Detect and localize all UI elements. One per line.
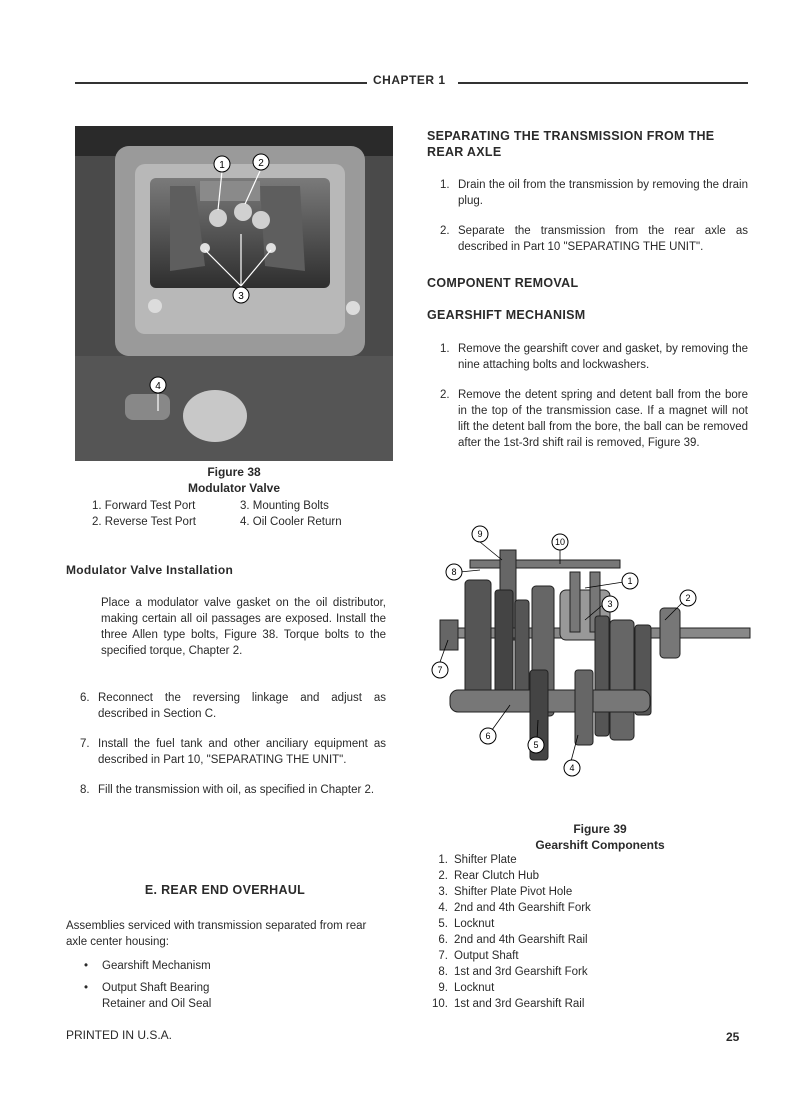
item-number: 6. xyxy=(438,934,448,946)
list-item xyxy=(422,980,591,996)
item-text: 1st and 3rd Gearshift Fork xyxy=(454,966,588,978)
modulator-intro: Place a modulator valve gasket on the oil distributor, making certain all oil passages are exposed. Install the three Allen type bolts, Figure 38. Torque bolts to the specified torque, Chapter 2. xyxy=(101,597,386,657)
item-number: 7. xyxy=(438,950,448,962)
figure-38-legend-right xyxy=(240,498,342,530)
list-item xyxy=(80,782,386,798)
bullet-icon: • xyxy=(84,982,89,994)
callout-3-label: 3 xyxy=(607,599,613,609)
step-text: Remove the gearshift cover and gasket, by removing the nine attaching bolts and lockwashers. xyxy=(458,343,748,371)
item-number: 9. xyxy=(438,982,448,994)
item-text: Shifter Plate xyxy=(454,854,517,866)
list-item xyxy=(422,948,591,964)
list-item xyxy=(422,932,591,948)
figure-38-photo xyxy=(75,126,393,461)
separating-steps xyxy=(440,177,748,269)
legend-item: 2. Reverse Test Port xyxy=(92,516,196,528)
bullet-text: Output Shaft Bearing Retainer and Oil Seal xyxy=(102,982,212,1010)
item-number: 2. xyxy=(438,870,448,882)
callout-3-label: 3 xyxy=(238,291,244,302)
callout-9-label: 9 xyxy=(477,529,483,539)
step-number: 2. xyxy=(440,389,450,401)
modulator-valve-illustration xyxy=(75,126,393,461)
step-number: 6. xyxy=(80,692,90,704)
list-item xyxy=(422,996,591,1012)
list-item xyxy=(422,884,591,900)
step-number: 8. xyxy=(80,784,90,796)
item-number: 1. xyxy=(438,854,448,866)
figure-39-title: Gearshift Components xyxy=(535,838,665,852)
list-item xyxy=(440,223,748,255)
list-item xyxy=(422,916,591,932)
list-item xyxy=(80,690,386,722)
list-item xyxy=(440,341,748,373)
item-number: 3. xyxy=(438,886,448,898)
list-item xyxy=(422,852,591,868)
modulator-heading: Modulator Valve Installation xyxy=(66,563,234,577)
chapter-title: CHAPTER 1 xyxy=(373,73,446,87)
figure-38-title: Modulator Valve xyxy=(187,481,281,495)
list-item xyxy=(440,387,748,451)
header-rule-right xyxy=(458,82,748,84)
callout-4-label: 4 xyxy=(569,763,575,773)
bullet-text: Gearshift Mechanism xyxy=(102,960,211,972)
figure-39-legend xyxy=(422,852,591,1012)
item-text: Rear Clutch Hub xyxy=(454,870,540,882)
list-item xyxy=(80,736,386,768)
legend-item: 3. Mounting Bolts xyxy=(240,500,329,512)
overhaul-bullets xyxy=(84,958,254,1026)
printed-in-usa: PRINTED IN U.S.A. xyxy=(66,1028,173,1042)
step-number: 1. xyxy=(440,179,450,191)
step-text: Install the fuel tank and other anciliary equipment as described in Part 10, "SEPARATING THE UNIT". xyxy=(98,738,386,766)
item-text: 1st and 3rd Gearshift Rail xyxy=(454,998,585,1010)
item-text: 2nd and 4th Gearshift Fork xyxy=(454,902,591,914)
header-rule-left xyxy=(75,82,367,84)
callout-1-label: 1 xyxy=(627,576,633,586)
item-number: 10. xyxy=(432,998,448,1010)
figure-39-drawing xyxy=(420,520,760,780)
callout-2-label: 2 xyxy=(685,593,691,603)
list-item xyxy=(84,980,254,1012)
step-number: 1. xyxy=(440,343,450,355)
step-number: 2. xyxy=(440,225,450,237)
item-number: 5. xyxy=(438,918,448,930)
callout-5-label: 5 xyxy=(533,740,539,750)
item-text: Shifter Plate Pivot Hole xyxy=(454,886,573,898)
figure-38-legend-left xyxy=(92,498,196,530)
callout-7-label: 7 xyxy=(437,665,443,675)
item-text: Locknut xyxy=(454,982,495,994)
callout-2-label: 2 xyxy=(258,158,264,169)
gearshift-components-illustration xyxy=(420,520,760,780)
callout-10-label: 10 xyxy=(554,537,566,547)
list-item xyxy=(440,177,748,209)
step-text: Fill the transmission with oil, as specified in Chapter 2. xyxy=(98,784,375,796)
page-number: 25 xyxy=(726,1030,740,1044)
callout-4-label: 4 xyxy=(155,381,161,392)
item-number: 8. xyxy=(438,966,448,978)
list-item xyxy=(422,900,591,916)
legend-item: 4. Oil Cooler Return xyxy=(240,516,342,528)
callout-6-label: 6 xyxy=(485,731,491,741)
step-text: Separate the transmission from the rear axle as described in Part 10 "SEPARATING THE UNIT". xyxy=(458,225,748,253)
overhaul-heading: E. REAR END OVERHAUL xyxy=(144,883,306,897)
step-text: Remove the detent spring and detent ball from the bore in the top of the transmission case. If a magnet will not lift the detent ball from the bore, the ball can be removed after the 1st-3rd shift rail is removed, Figure 39. xyxy=(458,389,748,449)
callout-1-label: 1 xyxy=(219,160,225,171)
separating-heading: SEPARATING THE TRANSMISSION FROM THE REAR AXLE xyxy=(427,129,715,159)
item-text: 2nd and 4th Gearshift Rail xyxy=(454,934,588,946)
step-text: Reconnect the reversing linkage and adjust as described in Section C. xyxy=(98,692,386,720)
figure-39-label: Figure 39 xyxy=(573,822,627,836)
component-heading: COMPONENT REMOVAL xyxy=(427,276,579,290)
figure-38-label: Figure 38 xyxy=(207,465,261,479)
list-item xyxy=(84,958,254,974)
legend-item: 1. Forward Test Port xyxy=(92,500,196,512)
list-item xyxy=(422,964,591,980)
item-text: Locknut xyxy=(454,918,495,930)
step-number: 7. xyxy=(80,738,90,750)
item-text: Output Shaft xyxy=(454,950,519,962)
overhaul-intro: Assemblies serviced with transmission separated from rear axle center housing: xyxy=(66,920,367,948)
bullet-icon: • xyxy=(84,960,89,972)
modulator-steps xyxy=(80,690,386,812)
callout-8-label: 8 xyxy=(451,567,457,577)
step-text: Drain the oil from the transmission by removing the drain plug. xyxy=(458,179,748,207)
component-steps xyxy=(440,341,748,465)
item-number: 4. xyxy=(438,902,448,914)
list-item xyxy=(422,868,591,884)
gearshift-subheading: GEARSHIFT MECHANISM xyxy=(427,308,586,322)
